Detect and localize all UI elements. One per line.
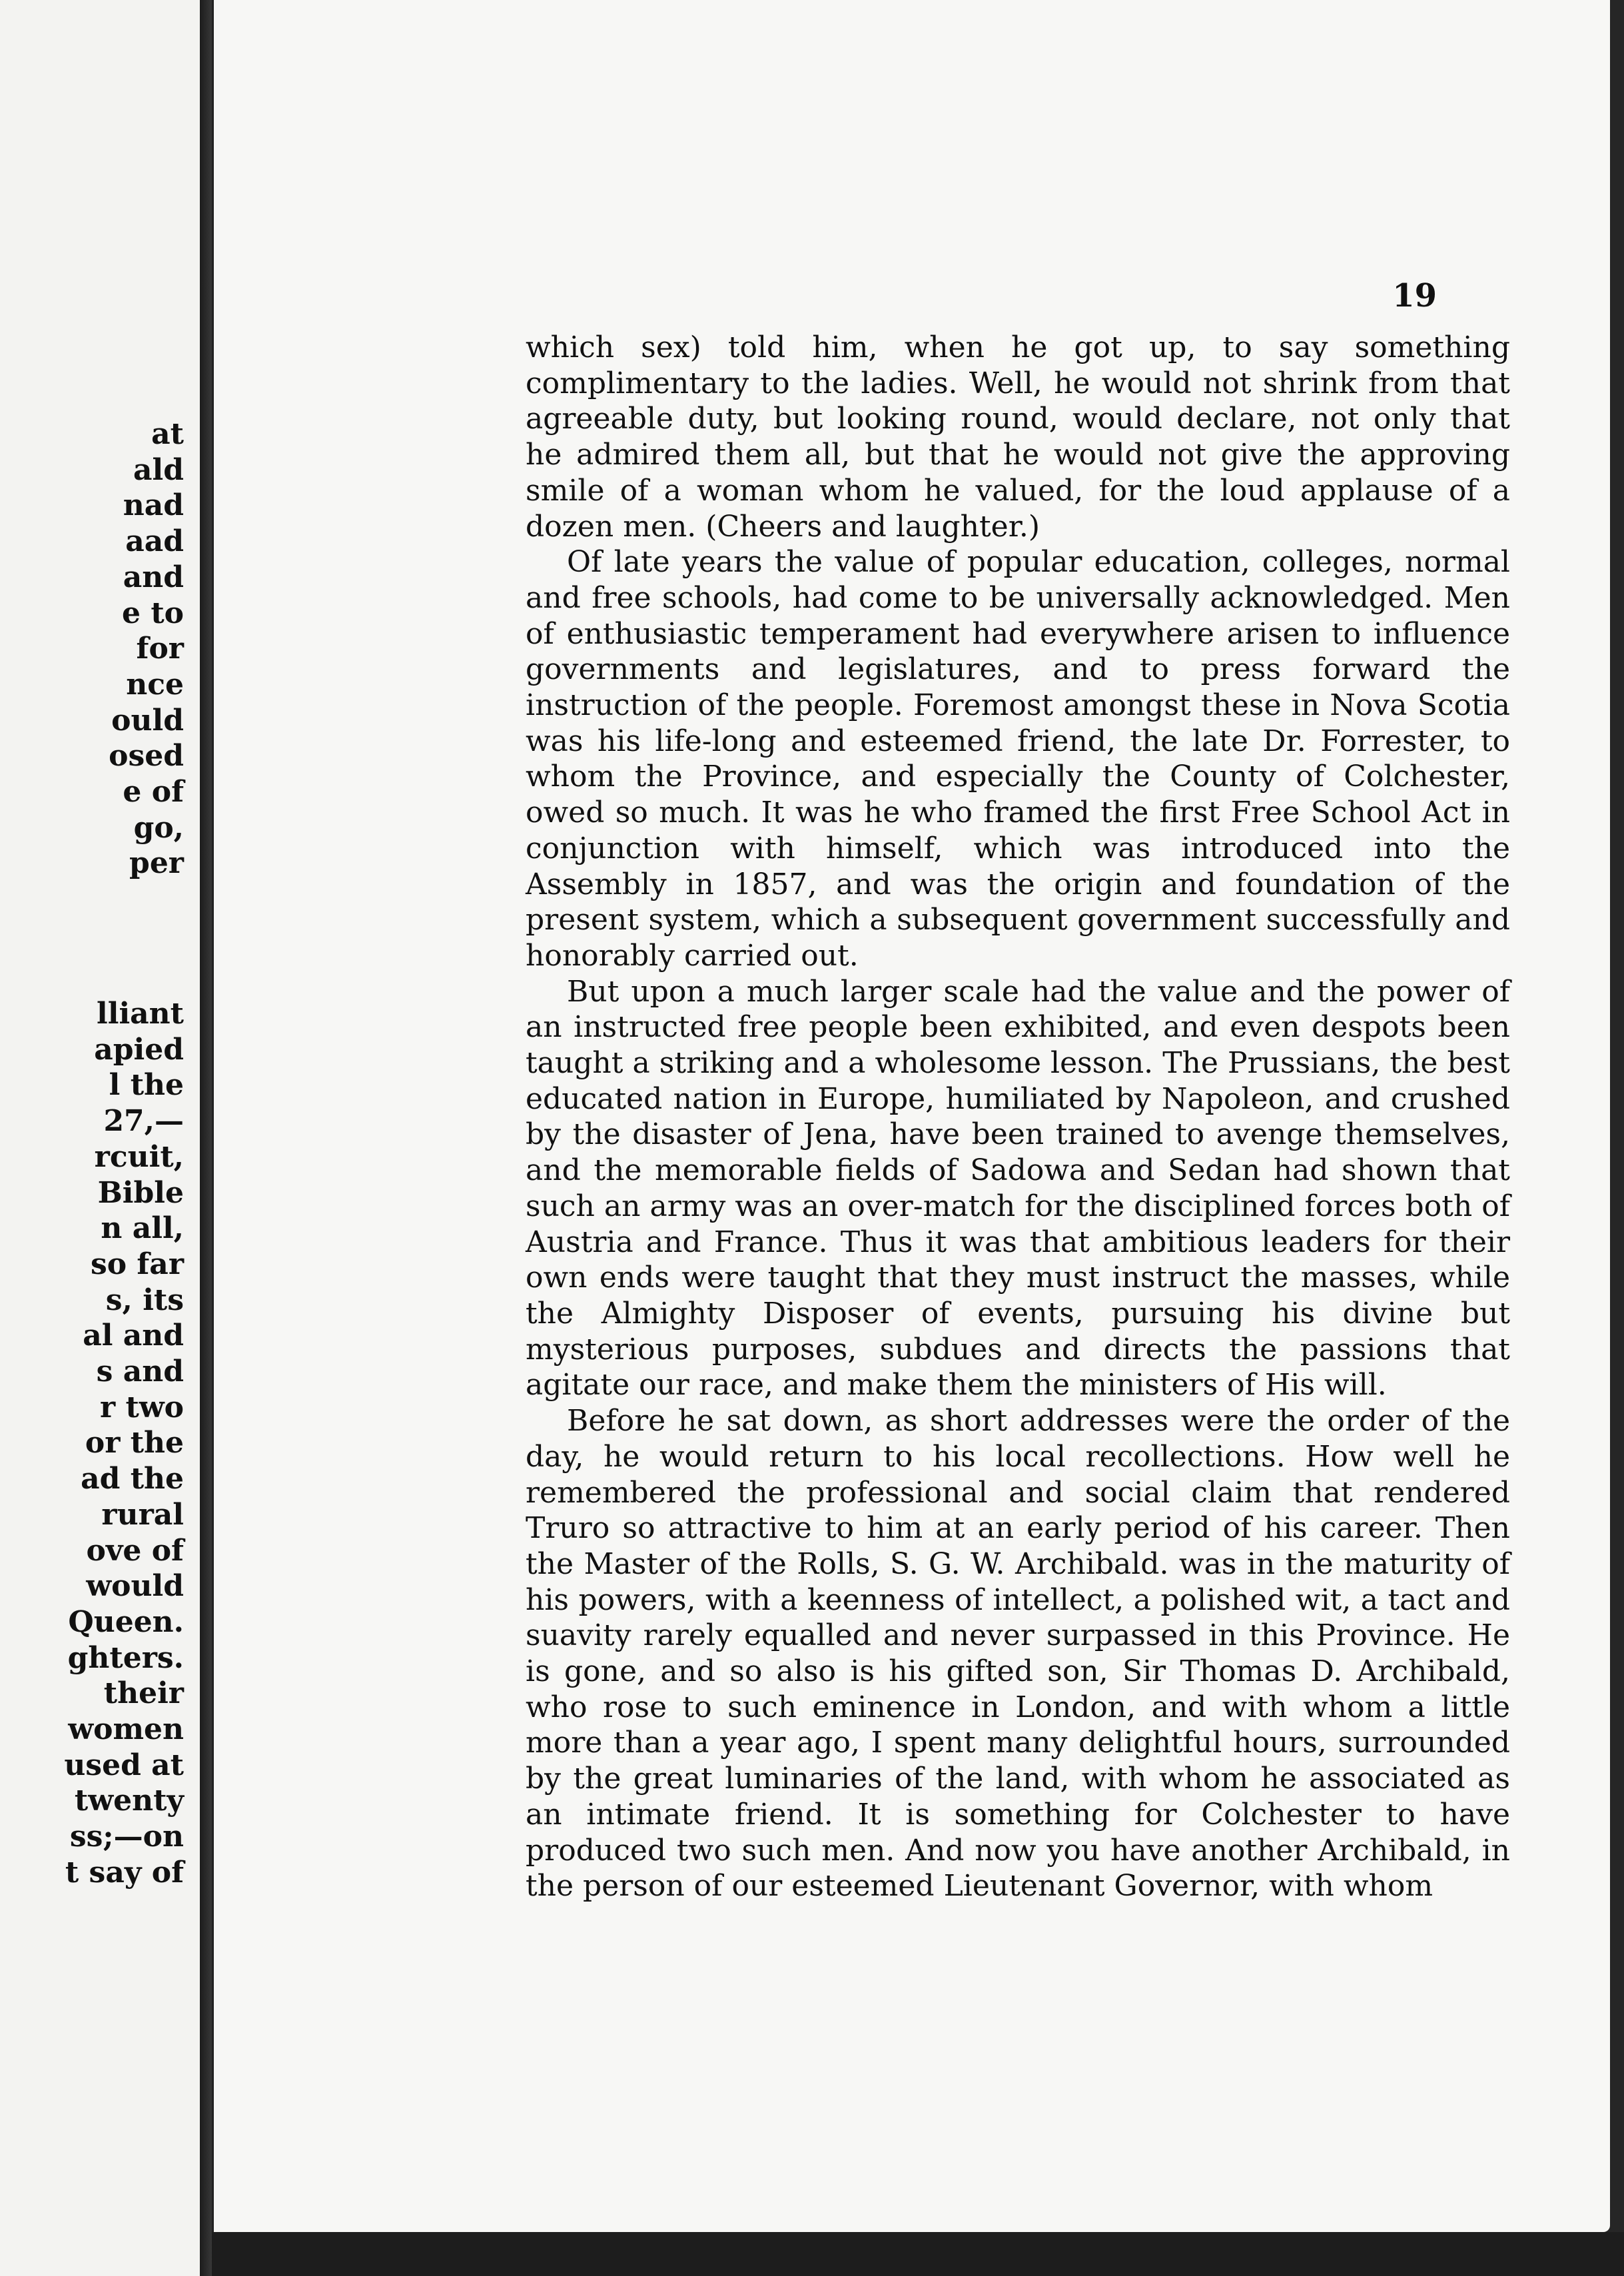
left-page-line-fragment: s and bbox=[96, 1355, 184, 1389]
left-page-line-fragment: nad bbox=[123, 488, 184, 523]
left-page-line-fragment: so far bbox=[90, 1247, 184, 1281]
left-page-line-fragment: aad bbox=[125, 524, 184, 559]
paragraph-education: Of late years the value of popular education, colleges, normal and free schools, had come to be universally acknowledged. Men of enthusiastic temperament had everywhere arisen to influence governments and legislatures, and to press forward the instruction of the people. Foremost amongst these in Nova Scotia was his life-long and esteemed friend, the late Dr. Forrester, to whom the Province, and especially the County of Colchester, owed so much. It was he who framed the first Free School Act in conjunction with himself, which was introduced into the Assembly in 1857, and was the origin and foundation of the present system, which a subsequent government successfully and honorably carried out. bbox=[526, 545, 1510, 973]
left-page-line-fragment: ould bbox=[111, 703, 184, 738]
left-page-line-fragment: n all, bbox=[101, 1211, 184, 1246]
paragraph-prussians: But upon a much larger scale had the value and the power of an instructed free people been exhibited, and even despots been taught a striking and a wholesome lesson. The Prussians, the best educated nation in Europe, humiliated by Napoleon, and crushed by the disaster of Jena, have been trained to avenge themselves, and the memorable fields of Sadowa and Sedan had shown that such an army was an over-match for the disciplined forces both of Austria and France. Thus it was that ambitious leaders for their own ends were taught that they must instruct the masses, while the Almighty Disposer of events, pursuing his divine but mysterious purposes, subdues and directs the passions that agitate our race, and make them the ministers of His will. bbox=[526, 974, 1510, 1403]
left-page-line-fragment: used at bbox=[64, 1748, 184, 1782]
book-gutter bbox=[200, 0, 213, 2276]
left-page-line-fragment: Bible bbox=[97, 1175, 184, 1210]
left-page-line-fragment: s, its bbox=[105, 1283, 184, 1317]
left-page-line-fragment: nce bbox=[126, 667, 184, 702]
left-page-line-fragment: their bbox=[103, 1676, 184, 1711]
left-page-line-fragment: l the bbox=[109, 1068, 184, 1103]
left-page-line-fragment: for bbox=[136, 632, 184, 666]
left-page-line-fragment: at bbox=[151, 417, 184, 451]
left-page-line-fragment: go, bbox=[133, 810, 184, 845]
left-page-line-fragment: Queen. bbox=[68, 1604, 184, 1639]
page-number: 19 bbox=[1392, 277, 1437, 314]
left-page-line-fragment: rcuit, bbox=[94, 1139, 184, 1174]
left-page-line-fragment: ghters. bbox=[67, 1640, 184, 1675]
left-page-line-fragment: ald bbox=[133, 452, 184, 487]
left-page-line-fragment: t say of bbox=[65, 1855, 184, 1890]
left-page-line-fragment: al and bbox=[83, 1319, 184, 1353]
left-page-line-fragment: e to bbox=[122, 596, 184, 630]
left-page-line-fragment: ove of bbox=[86, 1533, 184, 1568]
page-bottom-shadow bbox=[212, 2232, 1624, 2276]
left-page-line-fragment: ad the bbox=[81, 1462, 184, 1496]
left-page-line-fragment: apied bbox=[94, 1032, 184, 1067]
page-body bbox=[526, 330, 1510, 1904]
left-page-line-fragment: rural bbox=[101, 1497, 184, 1532]
left-page-line-fragment: osed bbox=[109, 739, 184, 774]
previous-page-fragment bbox=[0, 0, 201, 2276]
left-page-line-fragment: women bbox=[68, 1712, 184, 1746]
left-page-line-fragment: would bbox=[86, 1569, 184, 1604]
paragraph-continuation: which sex) told him, when he got up, to say something complimentary to the ladies. Well, he would not shrink from that agreeable duty, but looking round, would declare, not only that he admired them all, but that he would not give the approving smile of a woman whom he valued, for the loud applause of a dozen men. (Cheers and laughter.) bbox=[526, 330, 1510, 544]
left-page-line-fragment: r two bbox=[99, 1390, 184, 1424]
left-page-line-fragment: per bbox=[129, 846, 184, 881]
left-page-line-fragment: e of bbox=[123, 775, 184, 809]
left-page-line-fragment: and bbox=[123, 560, 184, 594]
left-page-line-fragment: twenty bbox=[74, 1784, 184, 1818]
book-page bbox=[212, 0, 1610, 2232]
left-page-line-fragment: ss;—on bbox=[69, 1820, 184, 1854]
left-page-line-fragment: 27,— bbox=[103, 1104, 184, 1139]
left-page-line-fragment: lliant bbox=[97, 997, 184, 1031]
paragraph-recollections: Before he sat down, as short addresses were the order of the day, he would return to his local recollections. How well he remembered the professional and social claim that rendered Truro so attractive to him at an early period of his career. Then the Master of the Rolls, S. G. W. Archibald. was in the maturity of his powers, with a keenness of intellect, a polished wit, a tact and suavity rarely equalled and never surpassed in this Province. He is gone, and so also is his gifted son, Sir Thomas D. Archibald, who rose to such eminence in London, and with whom a little more than a year ago, I spent many delightful hours, surrounded by the great luminaries of the land, with whom he associated as an intimate friend. It is something for Colchester to have produced two such men. And now you have another Archibald, in the person of our esteemed Lieutenant Governor, with whom bbox=[526, 1404, 1510, 1904]
left-page-line-fragment: or the bbox=[85, 1426, 184, 1460]
